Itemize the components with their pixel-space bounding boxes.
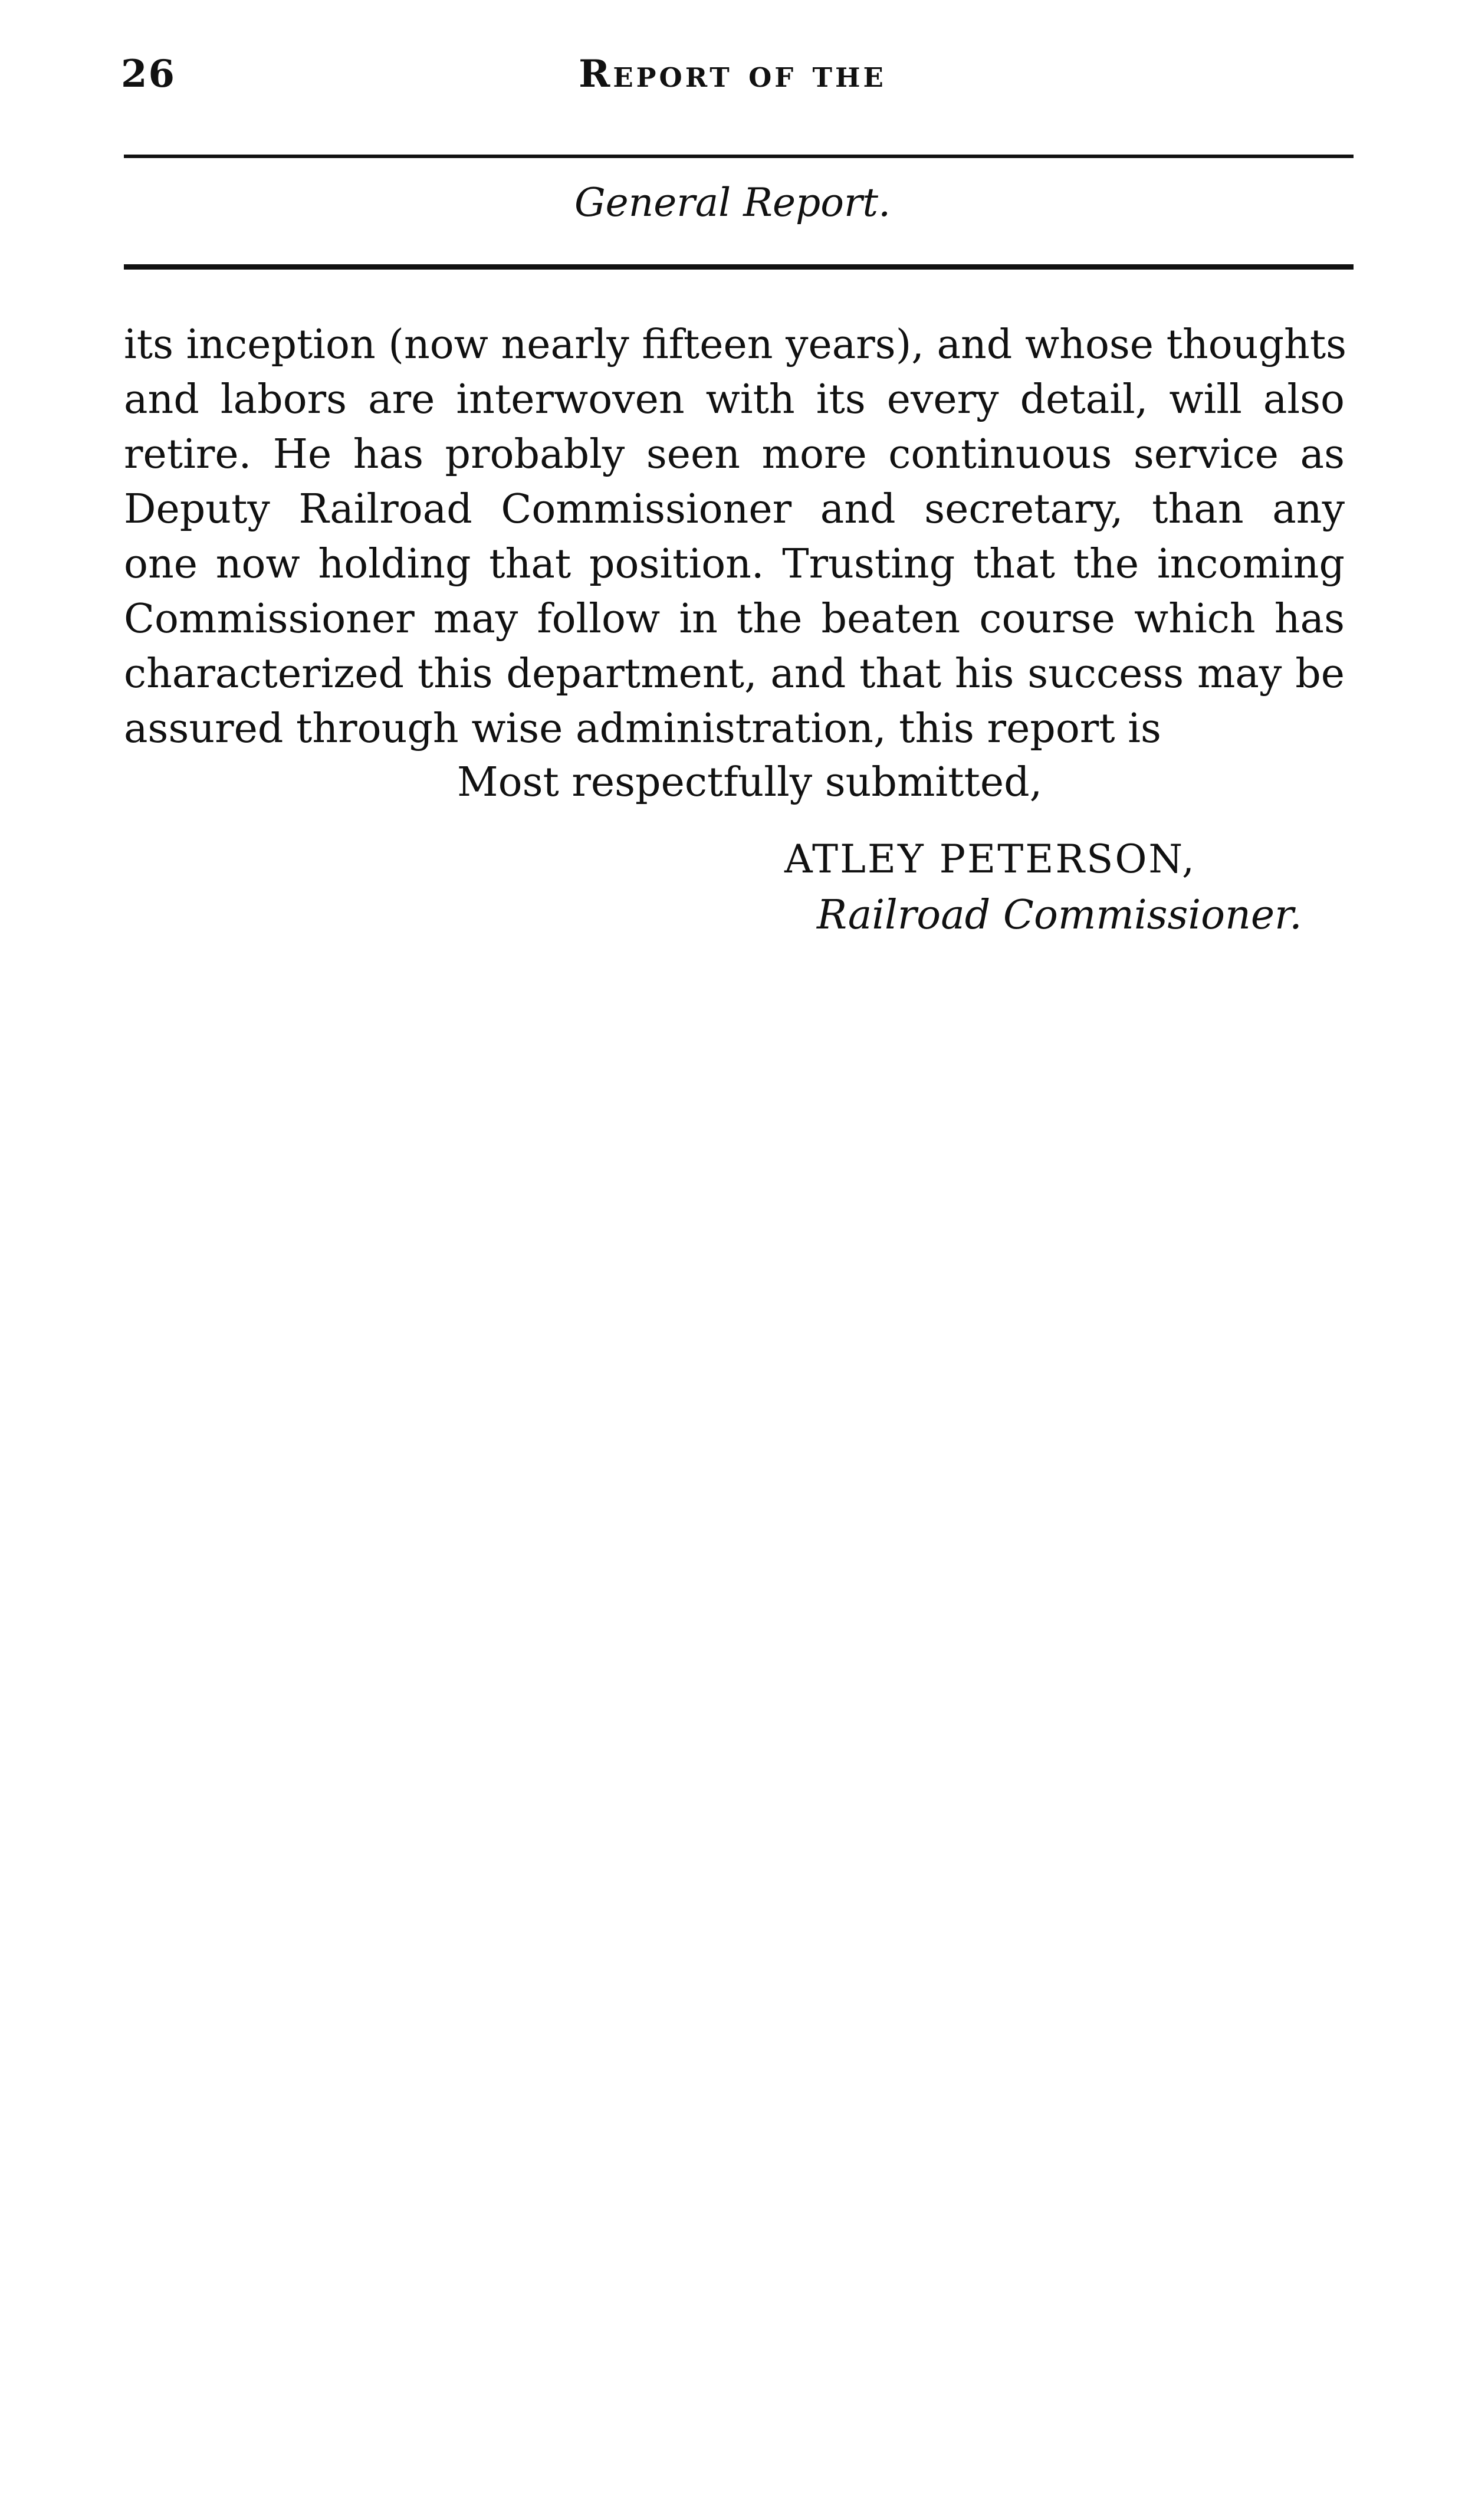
body-line: Deputy Railroad Commissioner and secretary, than any (124, 486, 1345, 533)
bottom-rule (124, 264, 1354, 270)
body-line: retire. He has probably seen more continuous service as (124, 431, 1345, 478)
closing-salutation: Most respectfully submitted, (457, 759, 1043, 806)
body-paragraph (124, 317, 1345, 756)
page-number: 26 (121, 52, 176, 96)
body-line: its inception (now nearly fifteen years), and whose thoughts (124, 321, 1347, 368)
signer-name: ATLEY PETERSON, (784, 836, 1196, 882)
body-line: assured through wise administration, this report is (124, 706, 1161, 752)
signer-title: Railroad Commissioner. (817, 892, 1302, 939)
body-line: one now holding that position. Trusting that the incoming (124, 541, 1345, 588)
body-line: characterized this department, and that his success may be (124, 651, 1345, 697)
section-title: General Report. (574, 180, 891, 225)
body-line: Commissioner may follow in the beaten course which has (124, 596, 1345, 642)
top-rule (124, 155, 1354, 158)
running-head: Report of the (579, 52, 886, 96)
body-line: and labors are interwoven with its every detail, will also (124, 376, 1345, 423)
